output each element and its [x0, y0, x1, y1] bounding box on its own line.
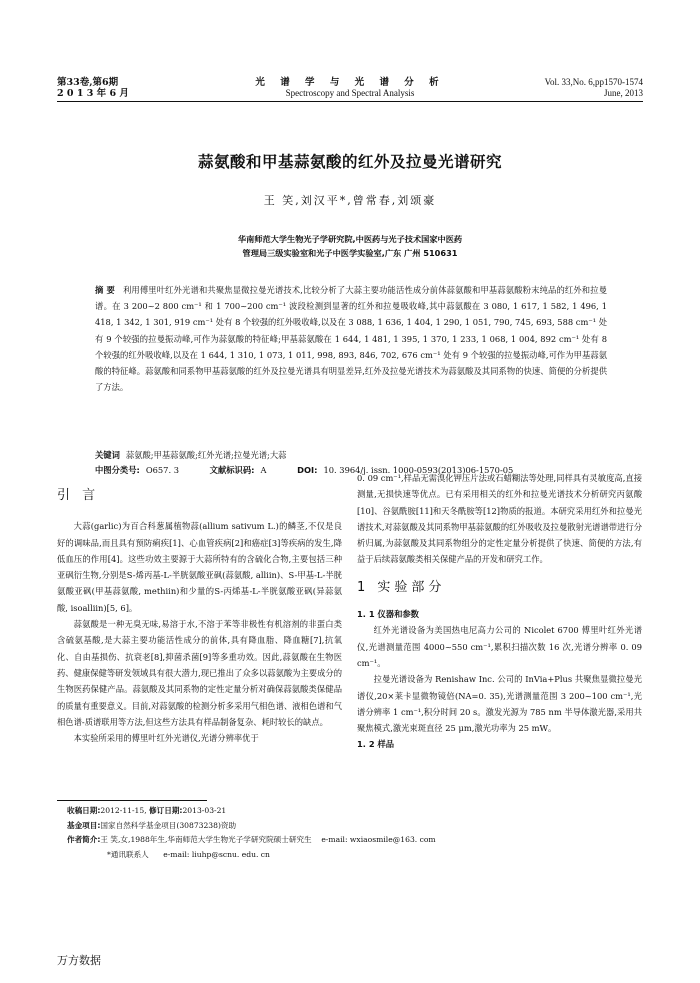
abstract [95, 282, 607, 395]
abstract-label: 摘 要 [95, 285, 115, 295]
left-column [57, 488, 342, 746]
fund-label: 基金项目: [67, 820, 101, 830]
intro-paragraph-1: 大蒜(garlic)为百合科葱属植物蒜(allium sativum L.)的鳞茎,不仅是良好的调味品,而且具有预防痢疾[1]、心血管疾病[2]和癌症[3]等疾病的发生,降低血压的作用[4]。这些功效主要源于大蒜所特有的含硫化合物,主要包括三种亚砜衍生物,分别是S-烯丙基-L-半胱氨酸亚砜(蒜氨酸, alliin)、S-甲基-L-半胱氨酸亚砜(甲基蒜氨酸, methiin)和少量的S-丙烯基-L-半胱氨酸亚砜(异蒜氨酸, isoalliin)[5, 6]。 [57, 521, 342, 613]
right-column [357, 470, 642, 753]
footnote [67, 804, 627, 862]
affiliation [0, 232, 700, 260]
volume-issue: 第33卷,第6期 [57, 77, 119, 88]
author-bio: 王 笑,女,1988年生,华南师范大学生物光子学研究院硕士研究生 [100, 835, 312, 844]
corresponding-email[interactable]: e-mail: liuhp@scnu. edu. cn [163, 849, 270, 859]
instrument-ir: 红外光谱设备为美国热电尼高力公司的 Nicolet 6700 傅里叶红外光谱仪,光谱测量范围 4000~550 cm⁻¹,累积扫描次数 16 次,光谱分辨率 0. 09 cm⁻¹。 [357, 625, 642, 668]
issue-date: 2 0 1 3 年 6 月 [57, 88, 129, 99]
journal-name-cn: 光 谱 学 与 光 谱 分 析 [255, 77, 445, 88]
author-bio-label: 作者简介: [67, 835, 101, 844]
header-rule [57, 101, 643, 102]
doc-code-value: A [260, 465, 267, 475]
issue-date-en: June, 2013 [604, 88, 643, 98]
revised-label: 修订日期: [149, 806, 183, 815]
instrument-raman: 拉曼光谱设备为 Renishaw Inc. 公司的 InVia+Plus 共聚焦显微拉曼光谱仪,20×莱卡显微物镜倍(NA=0. 35),光谱测量范围 3 200~100 cm⁻¹,光谱分辨率 1 cm⁻¹,积分时间 20 s。激发光源为 785 nm 半导体激光器,采用共聚焦模式,激光束斑直径 25 μm,激光功率为 25 mW。 [357, 674, 642, 734]
abstract-text: 利用傅里叶红外光谱和共聚焦显微拉曼光谱技术,比较分析了大蒜主要功能活性成分前体蒜氨酸和甲基蒜氨酸粉末纯品的红外和拉曼谱。在 3 200~2 800 cm⁻¹ 和 1 700~200 cm⁻¹ 波段检测到显著的红外和拉曼吸收峰,其中蒜氨酸在 3 080, 1 617, 1 582, 1 496, 1 418, 1 342, 1 301, 919 cm⁻¹ 处有 8 个较强的红外吸收峰,以及在 3 088, 1 636, 1 404, 1 290, 1 051, 790, 745, 693, 588 cm⁻¹ 处有 9 个较强的拉曼振动峰,可作为蒜氨酸的特征峰;甲基蒜氨酸在 1 644, 1 481, 1 395, 1 370, 1 233, 1 068, 1 004, 892 cm⁻¹ 处有 8 个较强的红外吸收峰,以及在 1 644, 1 310, 1 073, 1 011, 998, 893, 846, 702, 676 cm⁻¹ 处有 9 个较强的拉曼振动峰,可作为甲基蒜氨酸的特征峰。蒜氨酸和同系物甲基蒜氨酸的红外及拉曼光谱具有明显差异,红外及拉曼光谱技术为蒜氨酸及其同系物的快速、简便的分析提供了方法。 [95, 285, 607, 393]
section-1-heading: 1 实验部分 [357, 579, 446, 595]
wanfang-watermark: 万方数据 [57, 954, 101, 967]
keywords-label: 关键词 [95, 450, 120, 460]
revised-date: 2013-03-21 [182, 806, 227, 815]
doi-value: 10. 3964/j. issn. 1000-0593(2013)06-1570-05 [323, 465, 514, 475]
paper-title: 蒜氨酸和甲基蒜氨酸的红外及拉曼光谱研究 [197, 153, 502, 171]
clc-value: O657. 3 [145, 465, 180, 475]
fund-text: 国家自然科学基金项目(30873238)资助 [100, 820, 237, 830]
author-email[interactable]: e-mail: wxiaosmile@163. com [321, 835, 436, 844]
intro-paragraph-3: 本实验所采用的傅里叶红外光谱仪,光谱分辨率优于 [73, 733, 259, 744]
authors: 王 笑,刘汉平*,曾常春,刘颂豪 [263, 194, 437, 207]
right-paragraph-1: 0. 09 cm⁻¹,样品无需溴化钾压片法或石蜡糊法等处理,同样具有灵敏度高,直接测量,无损快速等优点。已有采用相关的红外和拉曼光谱技术分析研究丙氨酸[10]、谷氨酰胺[11]和天冬酰胺等[12]物质的报道。本研究采用红外和拉曼光谱技术,对蒜氨酸及其同系物甲基蒜氨酸的红外吸收及拉曼散射光谱谱带进行分析归属,为蒜氨酸及其同系物组分的定性定量分析提供了快速、简便的方法,有益于后续蒜氨酸类相关保健产品的开发和研究工作。 [357, 473, 642, 565]
doi-label: DOI: [297, 465, 318, 475]
received-label: 收稿日期: [67, 806, 101, 815]
subsection-1-2: 1. 2 样品 [357, 739, 395, 750]
intro-paragraph-2: 蒜氨酸是一种无臭无味,易溶于水,不溶于苯等非极性有机溶剂的非蛋白类含硫氨基酸,是大蒜主要功能活性成分的前体,具有降血脂、降血糖[7],抗氧化、自由基损伤、抗衰老[8],抑菌杀菌[9]等多重功效。因此,蒜氨酸在生物医药、健康保健等研发领域具有很大潜力,现已推出了众多以蒜氨酸为主要成分的生物医药保健产品。蒜氨酸及其同系物的定性定量分析对确保蒜氨酸类保健品的质量有重要意义。目前,对蒜氨酸的检测分析多采用气相色谱、液相色谱和气相色谱-质谱联用等方法,但这些方法具有样品制备复杂、耗时较长的缺点。 [57, 619, 342, 727]
journal-name-en: Spectroscopy and Spectral Analysis [285, 88, 415, 98]
intro-heading: 引 言 [57, 488, 100, 503]
corresponding-author: *通讯联系人 [107, 849, 149, 859]
affiliation-line-1: 华南师范大学生物光子学研究院,中医药与光子技术国家中医药 [237, 234, 463, 244]
footnote-rule [57, 800, 207, 801]
keywords-text: 蒜氨酸;甲基蒜氨酸;红外光谱;拉曼光谱;大蒜 [125, 450, 287, 460]
affiliation-line-2: 管理局三级实验室和光子中医学实验室,广东 广州 510631 [242, 248, 458, 258]
volume-pages: Vol. 33,No. 6,pp1570-1574 [544, 77, 643, 87]
doc-code-label: 文献标识码: [209, 465, 255, 475]
received-date: 2012-11-15, [100, 806, 147, 815]
issue-info-en [545, 77, 643, 99]
clc-label: 中图分类号: [95, 465, 140, 475]
subsection-1-1: 1. 1 仪器和参数 [357, 609, 419, 620]
